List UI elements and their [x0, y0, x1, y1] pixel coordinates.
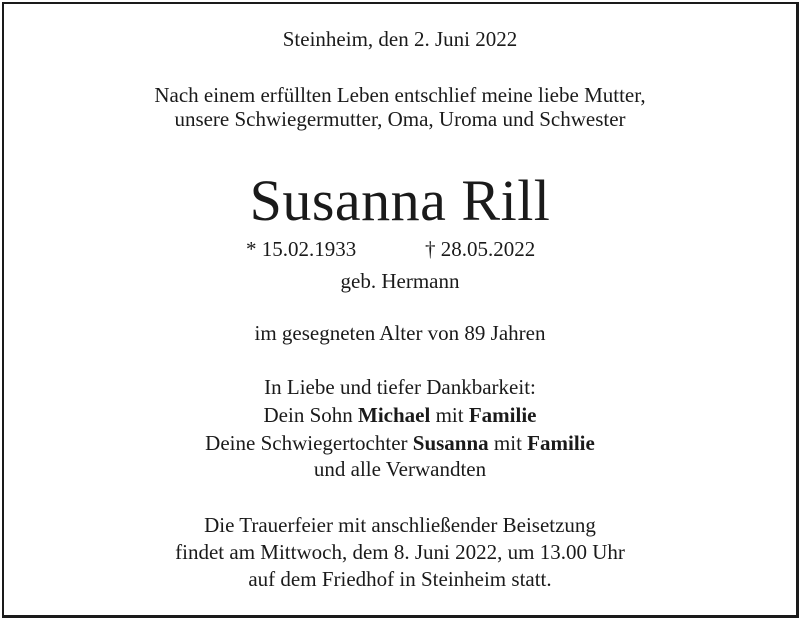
mourner-relation: Dein Sohn [263, 403, 358, 427]
birth-date: * 15.02.1933 [246, 237, 357, 261]
mourner-connector: mit [488, 431, 528, 455]
place-date: Steinheim, den 2. Juni 2022 [282, 27, 518, 51]
intro-line-2: unsere Schwiegermutter, Oma, Uroma und Schwester [174, 107, 626, 131]
mourner-first-name: Susanna [412, 431, 489, 455]
mourner-line-2 [0, 430, 800, 456]
intro-line-1: Nach einem erfüllten Leben entschlief meine liebe Mutter, [154, 83, 646, 107]
funeral-line-2: findet am Mittwoch, dem 8. Juni 2022, um 13.00 Uhr [175, 540, 625, 564]
mourner-first-name: Michael [358, 403, 431, 427]
death-date: † 28.05.2022 [425, 237, 536, 261]
maiden-name: geb. Hermann [340, 269, 460, 293]
mourner-relation: Deine Schwiegertochter [205, 431, 413, 455]
mourner-family: Familie [468, 403, 537, 427]
funeral-line-1: Die Trauerfeier mit anschließender Beisetzung [204, 513, 596, 537]
mourner-connector: mit [430, 403, 469, 427]
age-line: im gesegneten Alter von 89 Jahren [254, 321, 546, 345]
mourners-intro: In Liebe und tiefer Dankbarkeit: [264, 375, 536, 399]
mourner-line-1 [0, 402, 800, 428]
mourner-line-3: und alle Verwandten [313, 457, 487, 481]
funeral-line-3: auf dem Friedhof in Steinheim statt. [248, 567, 552, 591]
deceased-name: Susanna Rill [249, 168, 551, 233]
mourner-family: Familie [527, 431, 595, 455]
